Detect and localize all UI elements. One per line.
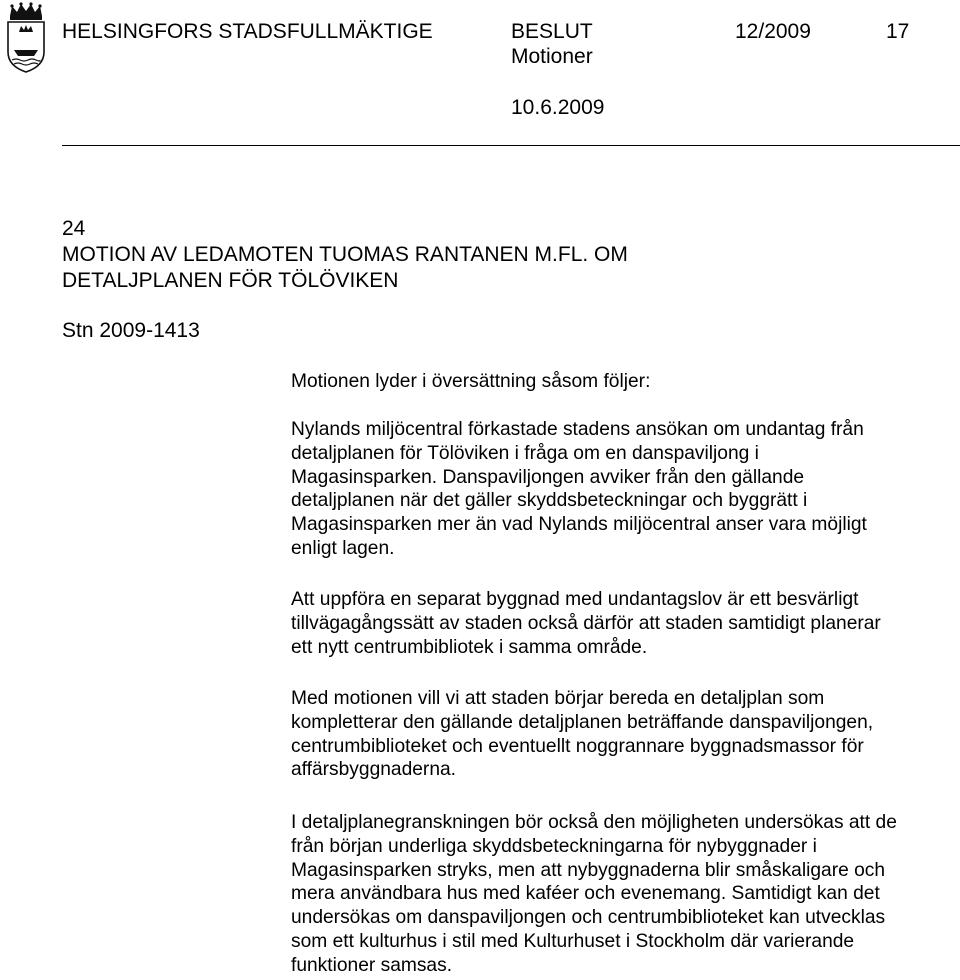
paragraph-line: I detaljplanegranskningen bör också den möjligheten undersökas att de xyxy=(291,812,897,833)
paragraph-line: ett nytt centrumbibliotek i samma område. xyxy=(291,636,648,658)
paragraph-line: tillvägagångssätt av staden också därför att staden samtidigt planerar xyxy=(291,612,881,634)
paragraph-line: Med motionen vill vi att staden börjar bereda en detaljplan som xyxy=(291,688,825,709)
paragraph-line: från början underliga skyddsbeteckningarna för nybyggnader i xyxy=(291,835,817,857)
paragraph-line: centrumbiblioteket och eventuellt noggrannare byggnadsmassor för xyxy=(291,735,864,757)
paragraph-1 xyxy=(291,418,960,561)
paragraph-line: funktioner samsas. xyxy=(291,954,453,976)
paragraph-line: affärsbyggnaderna. xyxy=(291,759,456,781)
paragraph-2 xyxy=(291,588,960,659)
paragraph-4 xyxy=(291,811,960,978)
paragraph-line: Magasinsparken stryks, men att nybyggnaderna blir småskaligare och xyxy=(291,859,886,881)
paragraph-line: detaljplanen för Tölöviken i fråga om en danspaviljong i xyxy=(291,442,759,464)
organization-name: HELSINGFORS STADSFULLMÄKTIGE xyxy=(62,20,433,43)
header-divider xyxy=(62,145,960,146)
paragraph-line: Att uppföra en separat byggnad med undantagslov är ett besvärligt xyxy=(291,589,859,610)
item-number: 24 xyxy=(62,217,86,240)
paragraph-line: som ett kulturhus i stil med Kulturhuset i Stockholm där varierande xyxy=(291,930,855,952)
intro-text: Motionen lyder i översättning såsom följer: xyxy=(291,371,651,392)
paragraph-line: Magasinsparken. Danspaviljongen avviker från den gällande xyxy=(291,466,805,488)
paragraph-line: Magasinsparken mer än vad Nylands miljöcentral anser vara möjligt xyxy=(291,514,867,536)
paragraph-line: Nylands miljöcentral förkastade stadens ansökan om undantag från xyxy=(291,419,864,440)
paragraph-3 xyxy=(291,687,960,782)
section-label: Motioner xyxy=(511,45,593,68)
paragraph-line: kompletterar den gällande detaljplanen beträffande danspaviljongen, xyxy=(291,711,874,733)
item-reference: Stn 2009-1413 xyxy=(62,319,200,342)
page-number: 17 xyxy=(886,20,910,43)
decision-number: 12/2009 xyxy=(735,20,811,43)
paragraph-line: enligt lagen. xyxy=(291,537,395,559)
coat-of-arms-icon xyxy=(4,2,48,74)
item-title-line-2: DETALJPLANEN FÖR TÖLÖVIKEN xyxy=(62,269,399,292)
document-type: BESLUT xyxy=(511,20,593,43)
item-title-line-1: MOTION AV LEDAMOTEN TUOMAS RANTANEN M.FL. OM xyxy=(62,243,628,266)
paragraph-line: detaljplanen när det gäller skyddsbeteckningar och byggrätt i xyxy=(291,490,808,512)
meeting-date: 10.6.2009 xyxy=(511,96,605,119)
paragraph-line: undersökas om danspaviljongen och centrumbiblioteket kan utvecklas xyxy=(291,907,886,929)
paragraph-line: mera användbara hus med kaféer och evenemang. Samtidigt kan det xyxy=(291,883,880,905)
